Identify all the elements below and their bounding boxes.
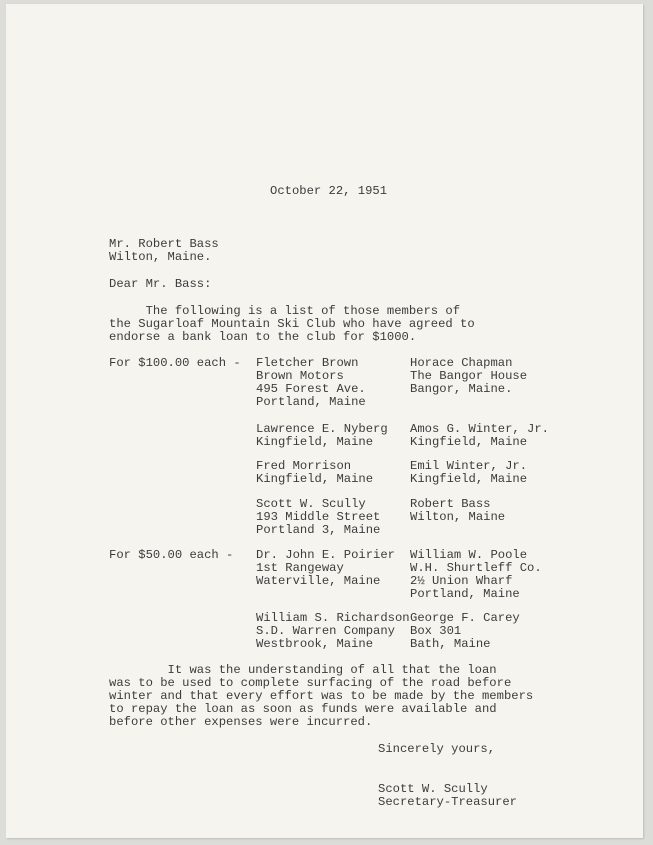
member-line: Portland, Maine	[410, 587, 520, 601]
closing-line: to repay the loan as soon as funds were available and	[109, 702, 497, 716]
member-line: Bath, Maine	[410, 637, 491, 651]
paper-sheet	[6, 4, 643, 838]
salutation: Dear Mr. Bass:	[109, 277, 212, 291]
member-line: Waterville, Maine	[256, 574, 381, 588]
closing-line: It was the understanding of all that the loan	[109, 663, 497, 677]
letter-date: October 22, 1951	[270, 184, 388, 198]
member-line: Dr. John E. Poirier	[256, 548, 395, 562]
intro-line: The following is a list of those members of	[109, 304, 461, 318]
member-line: Westbrook, Maine	[256, 637, 374, 651]
member-line: Wilton, Maine	[410, 510, 506, 524]
closing-line: was to be used to complete surfacing of the road before	[109, 676, 512, 690]
member-line: The Bangor House	[410, 369, 528, 383]
intro-line: the Sugarloaf Mountain Ski Club who have agreed to	[109, 317, 475, 331]
member-line: Fletcher Brown	[256, 356, 359, 370]
member-line: 1st Rangeway	[256, 561, 344, 575]
member-line: Bangor, Maine.	[410, 382, 513, 396]
member-line: Lawrence E. Nyberg	[256, 422, 388, 436]
member-line: William W. Poole	[410, 548, 528, 562]
member-line: Kingfield, Maine	[410, 472, 528, 486]
signature-name: Scott W. Scully	[378, 782, 488, 796]
member-line: Kingfield, Maine	[256, 472, 374, 486]
member-line: Scott W. Scully	[256, 497, 366, 511]
member-line: Portland 3, Maine	[256, 523, 381, 537]
intro-line: endorse a bank loan to the club for $1000.	[109, 330, 417, 344]
member-line: Brown Motors	[256, 369, 344, 383]
hundred-dollar-label: For $100.00 each -	[109, 356, 241, 370]
member-line: William S. Richardson	[256, 611, 410, 625]
member-line: Amos G. Winter, Jr.	[410, 422, 549, 436]
signature-title: Secretary-Treasurer	[378, 795, 517, 809]
member-line: 193 Middle Street	[256, 510, 381, 524]
member-line: W.H. Shurtleff Co.	[410, 561, 542, 575]
complimentary-close: Sincerely yours,	[378, 742, 496, 756]
member-line: Kingfield, Maine	[256, 435, 374, 449]
member-line: Portland, Maine	[256, 395, 366, 409]
member-line: 495 Forest Ave.	[256, 382, 366, 396]
letter-body	[6, 4, 643, 838]
member-line: 2½ Union Wharf	[410, 574, 513, 588]
member-line: Box 301	[410, 624, 462, 638]
fifty-dollar-label: For $50.00 each -	[109, 548, 234, 562]
closing-line: winter and that every effort was to be made by the members	[109, 689, 534, 703]
member-line: Robert Bass	[410, 497, 491, 511]
member-line: Horace Chapman	[410, 356, 513, 370]
member-line: Kingfield, Maine	[410, 435, 528, 449]
closing-line: before other expenses were incurred.	[109, 715, 373, 729]
member-line: Fred Morrison	[256, 459, 352, 473]
recipient-name: Mr. Robert Bass	[109, 237, 219, 251]
member-line: Emil Winter, Jr.	[410, 459, 528, 473]
member-line: George F. Carey	[410, 611, 520, 625]
recipient-address: Wilton, Maine.	[109, 250, 212, 264]
member-line: S.D. Warren Company	[256, 624, 395, 638]
